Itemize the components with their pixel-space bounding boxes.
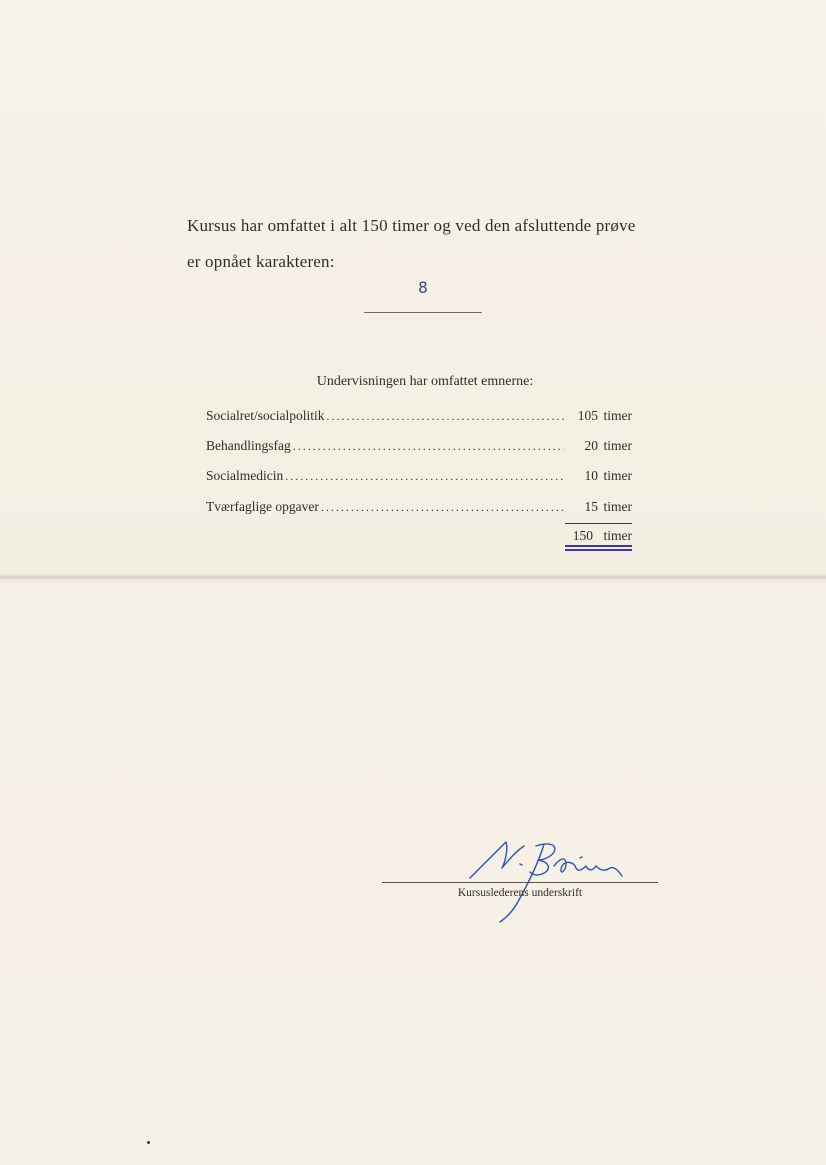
subject-unit: timer [603, 438, 632, 453]
intro-line-2: er opnået karakteren: [187, 252, 335, 271]
grade-value: 8 [418, 278, 428, 297]
grade-underline [364, 312, 482, 313]
dot-leader [293, 439, 564, 454]
dot-leader [326, 409, 564, 424]
signature-line [382, 882, 658, 883]
paper-speck [147, 1141, 150, 1144]
subject-hours: 20 [584, 438, 598, 453]
total-unit: timer [603, 528, 632, 543]
subject-row [206, 499, 632, 519]
subject-unit: timer [603, 499, 632, 514]
subject-row [206, 468, 632, 488]
subjects-heading: Undervisningen har omfattet emnerne: [316, 374, 534, 389]
signature-label: Kursuslederens underskrift [457, 887, 583, 899]
subject-unit: timer [603, 408, 632, 423]
subject-row [206, 438, 632, 458]
subject-hours: 105 [577, 408, 598, 423]
subject-name: Tværfaglige opgaver [206, 499, 319, 514]
subject-row [206, 408, 632, 428]
intro-paragraph [187, 208, 687, 280]
handwritten-signature [462, 836, 642, 926]
dot-leader [285, 469, 564, 484]
subject-name: Socialret/socialpolitik [206, 408, 325, 423]
double-underline-top [565, 545, 632, 547]
subject-hours: 15 [584, 499, 598, 514]
subject-name: Behandlingsfag [206, 438, 291, 453]
subject-name: Socialmedicin [206, 468, 284, 483]
intro-line-1: Kursus har omfattet i alt 150 timer og ved den afsluttende prøve [187, 216, 636, 235]
sum-line [565, 523, 632, 524]
total-row [565, 528, 632, 546]
paper-fold [0, 574, 826, 580]
double-underline-bottom [565, 549, 632, 551]
subject-unit: timer [603, 468, 632, 483]
total-hours: 150 [572, 528, 593, 543]
dot-leader [321, 500, 564, 515]
subject-hours: 10 [584, 468, 598, 483]
